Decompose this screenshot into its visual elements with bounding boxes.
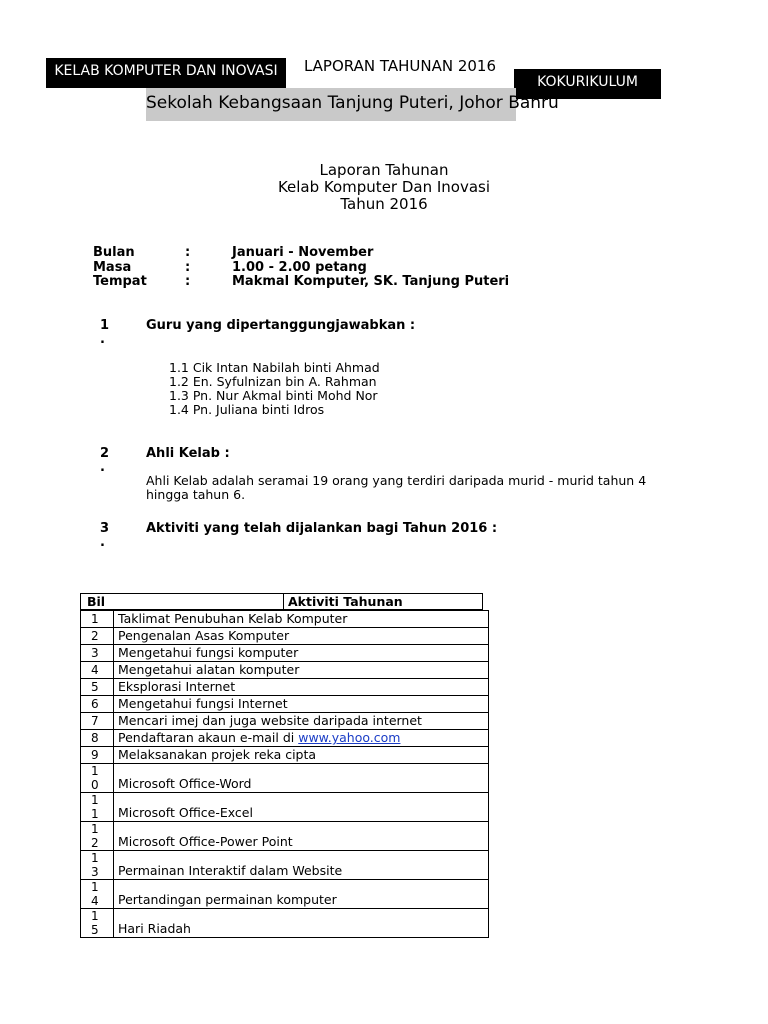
row-number-bottom-digit: 1 (91, 807, 99, 821)
table-row (81, 909, 489, 938)
section-2-dot: . (100, 460, 105, 475)
school-name-text: Sekolah Kebangsaan Tanjung Puteri, Johor Bahru (146, 93, 559, 113)
row-activity-text: Pendaftaran akaun e-mail di (118, 730, 299, 745)
table-row (81, 696, 489, 713)
table-row (81, 851, 489, 880)
info-label-tempat: Tempat (93, 274, 147, 289)
row-activity: Microsoft Office-Excel (114, 793, 489, 822)
info-colon: : (185, 245, 191, 260)
row-number (81, 764, 114, 793)
info-value-bulan: Januari - November (232, 245, 374, 260)
row-number-top-digit: 1 (91, 851, 99, 865)
row-number (81, 880, 114, 909)
doc-title-line-3: Tahun 2016 (340, 195, 428, 213)
row-activity: Mengetahui fungsi komputer (114, 645, 489, 662)
table-row (81, 713, 489, 730)
row-number-top-digit: 1 (91, 909, 99, 923)
table-row (81, 679, 489, 696)
table-row (81, 628, 489, 645)
table-header-bil: Bil (81, 594, 284, 610)
teacher-item-1: 1.1 Cik Intan Nabilah binti Ahmad (169, 360, 380, 375)
section-3-heading: Aktiviti yang telah dijalankan bagi Tahun 2016 : (146, 521, 498, 536)
row-activity: Mengetahui fungsi Internet (114, 696, 489, 713)
activity-table (80, 593, 483, 610)
row-activity: Melaksanakan projek reka cipta (114, 747, 489, 764)
teacher-item-4: 1.4 Pn. Juliana binti Idros (169, 402, 325, 417)
row-number-bottom-digit: 4 (91, 894, 99, 908)
section-2-number: 2 (100, 446, 110, 461)
row-activity: Mengetahui alatan komputer (114, 662, 489, 679)
row-number: 8 (81, 730, 114, 747)
row-number-bottom-digit: 5 (91, 923, 99, 937)
section-1-number: 1 (100, 318, 110, 333)
teacher-item-3: 1.3 Pn. Nur Akmal binti Mohd Nor (169, 388, 378, 403)
row-number: 6 (81, 696, 114, 713)
section-1-dot: . (100, 332, 105, 347)
row-number-top-digit: 1 (91, 764, 99, 778)
table-row (81, 764, 489, 793)
teacher-item-2: 1.2 En. Syfulnizan bin A. Rahman (169, 374, 377, 389)
yahoo-link[interactable]: www.yahoo.com (298, 730, 401, 745)
activity-table-body (80, 610, 489, 938)
row-number: 3 (81, 645, 114, 662)
info-label-masa: Masa (93, 260, 132, 275)
row-number-bottom-digit: 0 (91, 778, 99, 792)
table-row (81, 822, 489, 851)
doc-title-line-1: Laporan Tahunan (319, 161, 449, 179)
section-2-heading: Ahli Kelab : (146, 446, 230, 461)
cocurriculum-text: KOKURIKULUM (537, 74, 638, 90)
info-colon: : (185, 260, 191, 275)
members-text-line-1: Ahli Kelab adalah seramai 19 orang yang terdiri daripada murid - murid tahun 4 (146, 473, 647, 488)
table-row (81, 662, 489, 679)
doc-title-line-2: Kelab Komputer Dan Inovasi (277, 178, 491, 196)
table-row (81, 611, 489, 628)
row-activity: Microsoft Office-Word (114, 764, 489, 793)
row-number: 2 (81, 628, 114, 645)
row-number: 4 (81, 662, 114, 679)
row-number (81, 822, 114, 851)
row-number (81, 909, 114, 938)
club-name-banner (46, 58, 286, 88)
table-row (81, 793, 489, 822)
section-1-heading: Guru yang dipertanggungjawabkan : (146, 318, 416, 333)
row-activity: Mencari imej dan juga website daripada internet (114, 713, 489, 730)
report-title-banner (300, 56, 500, 88)
info-label-bulan: Bulan (93, 245, 135, 260)
info-colon: : (185, 274, 191, 289)
section-3-dot: . (100, 535, 105, 550)
table-header-row (81, 594, 483, 610)
table-row (81, 880, 489, 909)
members-text-line-2: hingga tahun 6. (146, 487, 246, 502)
row-activity: Hari Riadah (114, 909, 489, 938)
row-activity: Microsoft Office-Power Point (114, 822, 489, 851)
section-3-number: 3 (100, 521, 110, 536)
row-activity: Pengenalan Asas Komputer (114, 628, 489, 645)
club-name-text: KELAB KOMPUTER DAN INOVASI (54, 63, 278, 79)
row-number-bottom-digit: 3 (91, 865, 99, 879)
report-title-text: LAPORAN TAHUNAN 2016 (303, 57, 497, 75)
row-number (81, 793, 114, 822)
table-header-activity: Aktiviti Tahunan (284, 594, 483, 610)
row-activity: Permainan Interaktif dalam Website (114, 851, 489, 880)
table-row (81, 645, 489, 662)
row-number (81, 851, 114, 880)
row-activity: Taklimat Penubuhan Kelab Komputer (114, 611, 489, 628)
table-row (81, 747, 489, 764)
row-number-top-digit: 1 (91, 822, 99, 836)
row-number: 9 (81, 747, 114, 764)
row-activity: Pertandingan permainan komputer (114, 880, 489, 909)
info-value-masa: 1.00 - 2.00 petang (232, 260, 367, 275)
row-number-top-digit: 1 (91, 793, 99, 807)
school-name-banner (146, 88, 559, 121)
row-number: 1 (81, 611, 114, 628)
row-activity (114, 730, 489, 747)
row-number: 7 (81, 713, 114, 730)
row-number: 5 (81, 679, 114, 696)
row-number-top-digit: 1 (91, 880, 99, 894)
row-number-bottom-digit: 2 (91, 836, 99, 850)
info-value-tempat: Makmal Komputer, SK. Tanjung Puteri (232, 274, 510, 289)
row-activity: Eksplorasi Internet (114, 679, 489, 696)
table-row (81, 730, 489, 747)
